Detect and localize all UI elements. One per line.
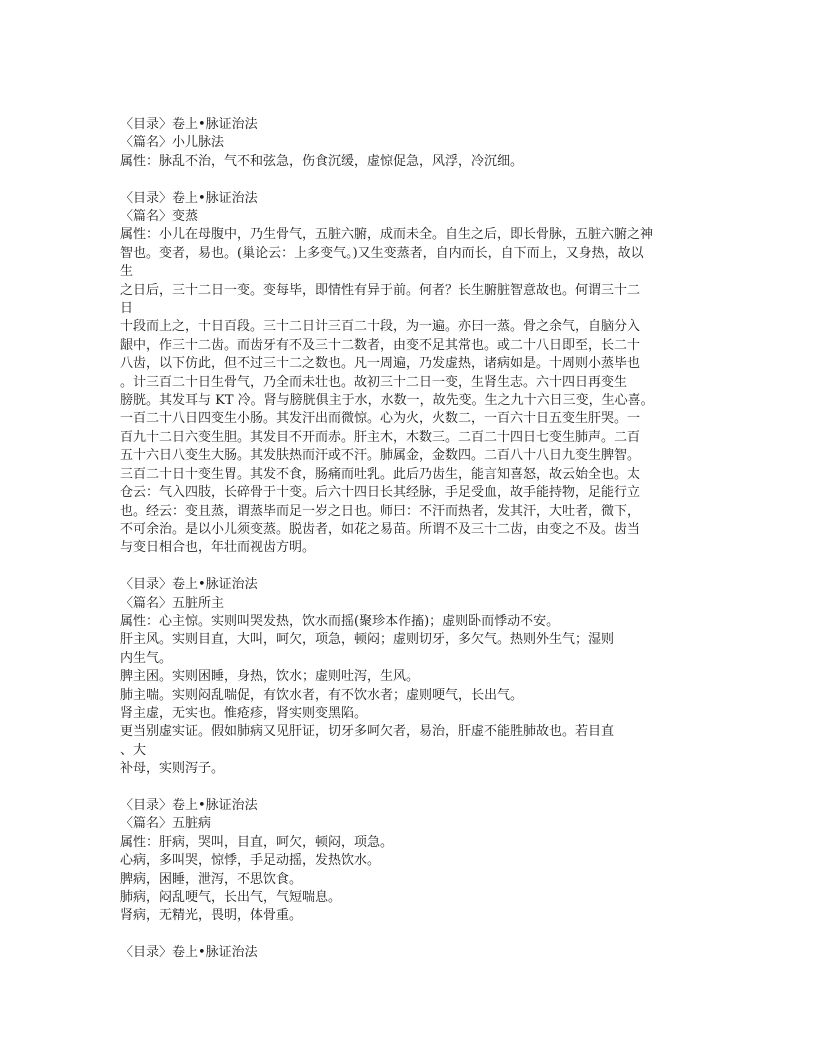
text-line: 与变日相合也，年壮而视齿方明。 <box>120 540 316 556</box>
text-line: 五十六日八变生大肠。其发肤热而汗或不汗。肺属金，金数四。二百八十八日九变生脾智。 <box>120 448 641 464</box>
text-line: 肺主喘。实则闷乱喘促，有饮水者，有不饮水者；虚则哽气，长出气。 <box>120 687 524 703</box>
text-line: 百九十二日六变生胆。其发目不开而赤。肝主木，木数三。二百二十四日七变生肺声。二百 <box>120 429 641 445</box>
title-line: 〈篇名〉变蒸 <box>120 209 199 225</box>
text-line: 脾病，困睡，泄泻，不思饮食。 <box>120 871 303 887</box>
text-line: 。计三百二十日生骨气，乃全而未壮也。故初三十二日一变，生肾生志。六十四日再变生 <box>120 374 628 390</box>
title-line: 〈篇名〉小儿脉法 <box>120 135 225 151</box>
document-section <box>120 116 680 171</box>
text-line: 也。经云：变且蒸，谓蒸毕而足一岁之日也。师曰：不汗而热者，发其汗，大吐者，微下， <box>120 503 641 519</box>
text-line: 膀胱。其发耳与 KT 冷。肾与膀胱俱主于水，水数一，故先变。生之九十六日三变，生心喜。 <box>120 393 654 409</box>
text-line: 肾主虚，无实也。惟疮疹，肾实则变黑陷。 <box>120 705 368 721</box>
catalog-line: 〈目录〉卷上•脉证治法 <box>120 577 258 593</box>
text-line: 肺病，闷乱哽气，长出气，气短喘息。 <box>120 890 342 906</box>
catalog-line: 〈目录〉卷上•脉证治法 <box>120 117 258 132</box>
text-line: 补母，实则泻子。 <box>120 761 225 777</box>
text-line: 属性：肝病，哭叫，目直，呵欠，顿闷，项急。 <box>120 834 394 850</box>
text-line: 、大 <box>120 742 147 758</box>
document-section <box>120 944 680 962</box>
document-section <box>120 797 680 926</box>
text-line: 生 <box>120 264 134 280</box>
text-line: 属性：脉乱不治，气不和弦急，伤食沉缓，虚惊促急，风浮，冷沉细。 <box>120 153 524 169</box>
text-line: 不可余治。是以小儿须变蒸。脱齿者，如花之易苗。所谓不及三十二齿，由变之不及。齿当 <box>120 521 641 537</box>
text-line: 之日后，三十二日一变。变每毕，即情性有异于前。何者？长生腑脏智意故也。何谓三十二 <box>120 282 641 298</box>
document-page <box>120 116 680 981</box>
catalog-line: 〈目录〉卷上•脉证治法 <box>120 945 258 961</box>
text-line: 更当别虚实证。假如肺病又见肝证，切牙多呵欠者，易治，肝虚不能胜肺故也。若目直 <box>120 724 615 740</box>
text-line: 十段而上之，十日百段。三十二日计三百二十段，为一遍。亦曰一蒸。骨之余气，自脑分入 <box>120 319 641 335</box>
text-line: 脾主困。实则困睡，身热，饮水；虚则吐泻，生风。 <box>120 669 420 685</box>
text-line: 肝主风。实则目直，大叫，呵欠，项急，顿闷；虚则切牙，多欠气。热则外生气；湿则 <box>120 632 615 648</box>
text-line: 三百二十日十变生胃。其发不食，肠痛而吐乳。此后乃齿生，能言知喜怒，故云始全也。太 <box>120 466 641 482</box>
title-line: 〈篇名〉五脏病 <box>120 816 212 832</box>
document-section <box>120 190 680 558</box>
text-line: 属性：小儿在母腹中，乃生骨气，五脏六腑，成而未全。自生之后，即长骨脉，五脏六腑之神 <box>120 227 654 243</box>
text-line: 肾病，无精光，畏明，体骨重。 <box>120 908 303 924</box>
text-line: 龈中，作三十二齿。而齿牙有不及三十二数者，由变不足其常也。或二十八日即至，长二十 <box>120 337 641 353</box>
text-line: 心病，多叫哭，惊悸，手足动摇，发热饮水。 <box>120 853 381 869</box>
text-line: 一百二十八日四变生小肠。其发汗出而微惊。心为火，火数二，一百六十日五变生肝哭。一 <box>120 411 641 427</box>
catalog-line: 〈目录〉卷上•脉证治法 <box>120 797 258 813</box>
catalog-line: 〈目录〉卷上•脉证治法 <box>120 190 258 206</box>
text-line: 日 <box>120 301 134 317</box>
text-line: 八齿，以下仿此，但不过三十二之数也。凡一周遍，乃发虚热，诸病如是。十周则小蒸毕也 <box>120 356 641 372</box>
title-line: 〈篇名〉五脏所主 <box>120 595 225 611</box>
text-line: 属性：心主惊。实则叫哭发热，饮水而摇(聚珍本作搐)；虚则卧而悸动不安。 <box>120 613 560 629</box>
text-line: 仓云：气入四肢，长碎骨于十变。后六十四日长其经脉，手足受血，故手能持物，足能行立 <box>120 485 641 501</box>
text-line: 智也。变者，易也。(巢论云：上多变气。)又生变蒸者，自内而长，自下而上，又身热，故以 <box>120 245 644 261</box>
document-section <box>120 576 680 778</box>
text-line: 内生气。 <box>120 650 173 666</box>
